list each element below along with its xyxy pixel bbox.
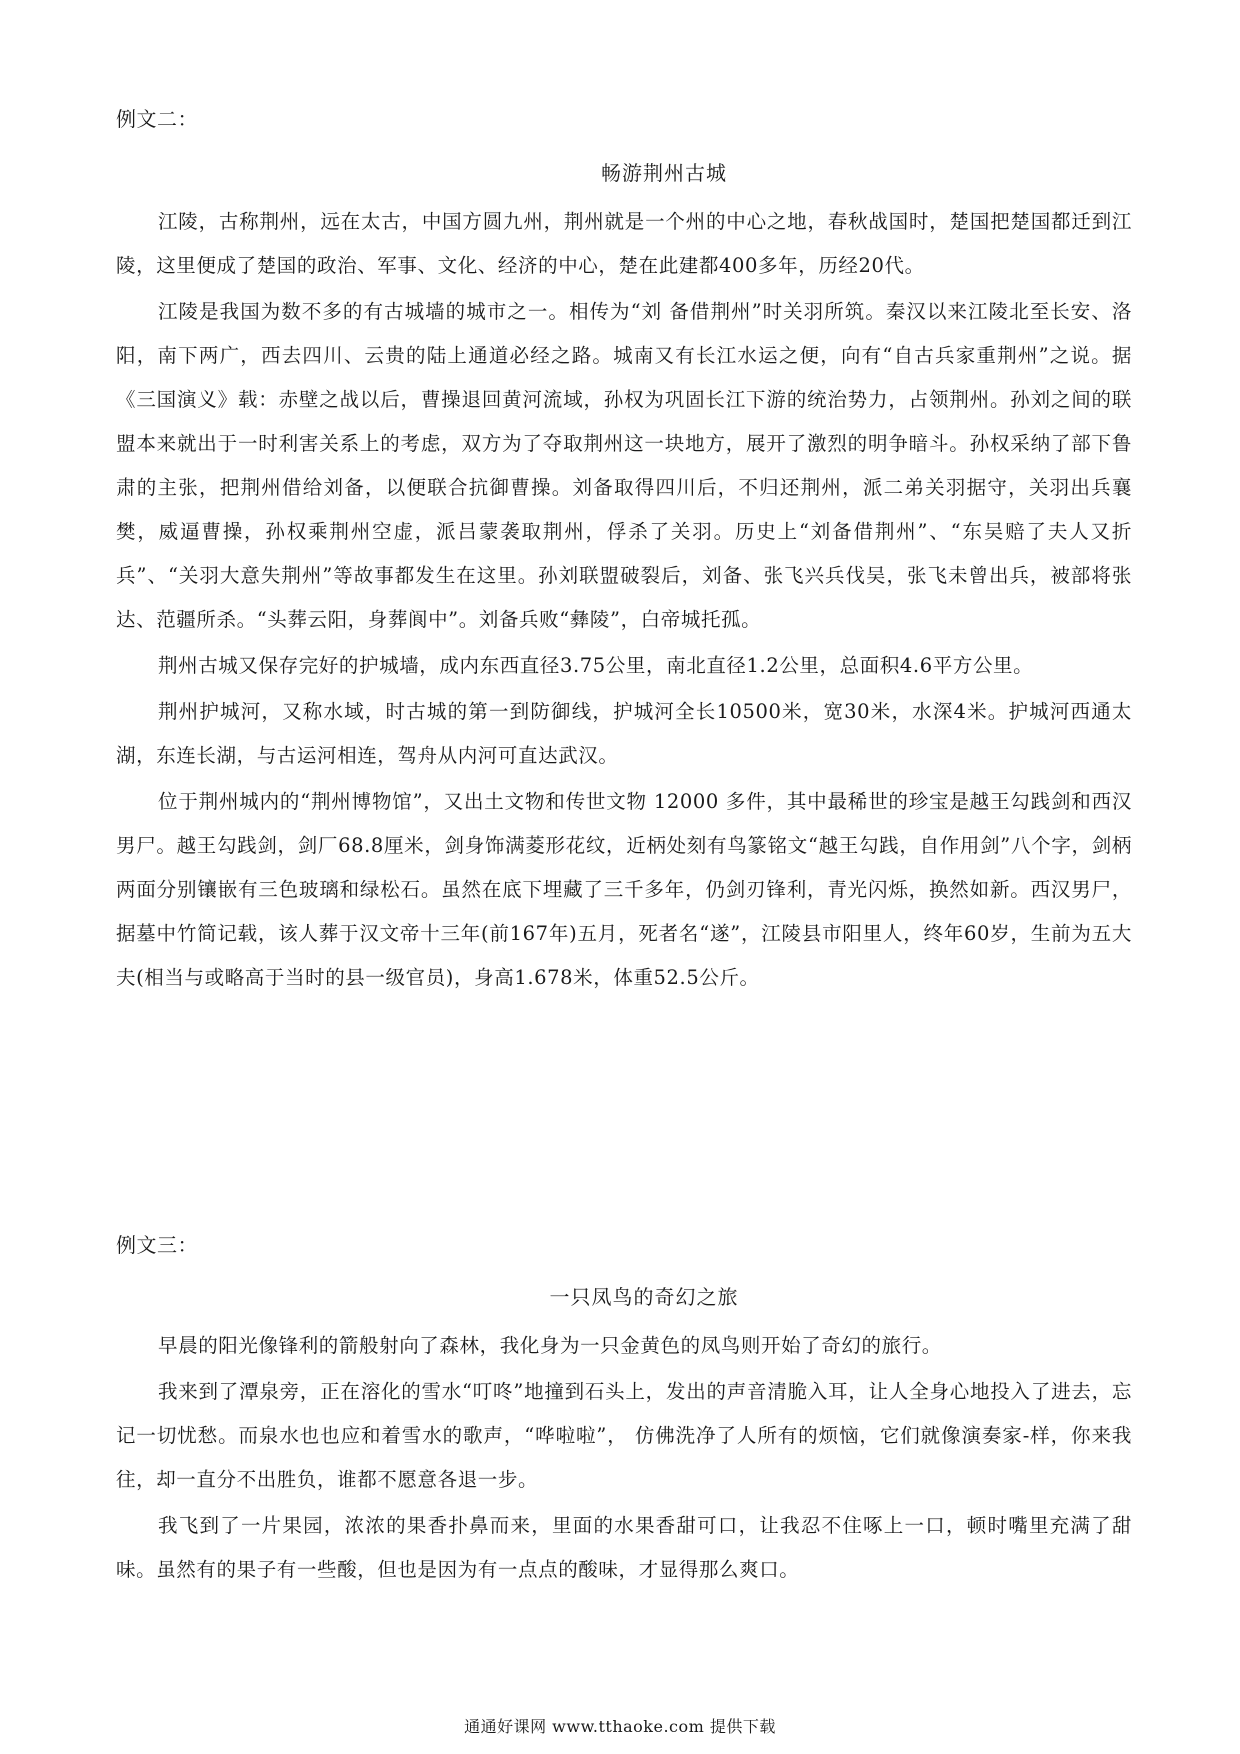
article-title: 畅游荆州古城 bbox=[601, 161, 727, 185]
paragraph: 江陵，古称荆州，远在太古，中国方圆九州，荆州就是一个州的中心之地，春秋战国时，楚国把楚国都迁到江陵，这里便成了楚国的政治、军事、文化、经济的中心，楚在此建都400多年，历经20代。 bbox=[116, 210, 1132, 277]
paragraph: 早晨的阳光像锋利的箭般射向了森林，我化身为一只金黄色的凤鸟则开始了奇幻的旅行。 bbox=[158, 1334, 942, 1357]
paragraph: 江陵是我国为数不多的有古城墙的城市之一。相传为“刘 备借荆州”时关羽所筑。秦汉以来江陵北至长安、洛阳，南下两广，西去四川、云贵的陆上通道必经之路。城南又有长江水运之便，向有“自古兵家重荆州”之说。据《三国演义》载：赤壁之战以后，曹操退回黄河流域，孙权为巩固长江下游的统治势力，占领荆州。孙刘之间的联盟本来就出于一时利害关系上的考虑，双方为了夺取荆州这一块地方，展开了激烈的明争暗斗。孙权采纳了部下鲁肃的主张，把荆州借给刘备，以便联合抗御曹操。刘备取得四川后，不归还荆州，派二弟关羽据守，关羽出兵襄樊，威逼曹操，孙权乘荆州空虚，派吕蒙袭取荆州，俘杀了关羽。历史上“刘备借荆州”、“东吴赔了夫人又折兵”、“关羽大意失荆州”等故事都发生在这里。孙刘联盟破裂后，刘备、张飞兴兵伐吴，张飞未曾出兵，被部将张达、范疆所杀。“头葬云阳，身葬阆中”。刘备兵败“彝陵”，白帝城托孤。 bbox=[116, 300, 1132, 631]
paragraph: 荆州古城又保存完好的护城墙，成内东西直径3.75公里，南北直径1.2公里，总面积4.6平方公里。 bbox=[158, 654, 1034, 677]
example-3-section bbox=[116, 1230, 1132, 1594]
example-2-section bbox=[116, 104, 1132, 1002]
paragraph: 位于荆州城内的“荆州博物馆”，又出土文物和传世文物 12000 多件，其中最稀世的珍宝是越王勾践剑和西汉男尸。越王勾践剑，剑厂68.8厘米，剑身饰满菱形花纹，近柄处刻有鸟篆铭文“越王勾践，自作用剑”八个字，剑柄两面分别镶嵌有三色玻璃和绿松石。虽然在底下埋藏了三千多年，仍剑刃锋利，青光闪烁，换然如新。西汉男尸，据墓中竹简记载，该人葬于汉文帝十三年(前167年)五月，死者名“遂”，江陵县市阳里人，终年60岁，生前为五大夫(相当与或略高于当时的县一级官员)，身高1.678米，体重52.5公斤。 bbox=[116, 790, 1132, 989]
section-label: 例文三： bbox=[116, 1233, 198, 1257]
paragraph: 荆州护城河，又称水域，时古城的第一到防御线，护城河全长10500米，宽30米，水深4米。护城河西通太湖，东连长湖，与古运河相连，驾舟从内河可直达武汉。 bbox=[116, 700, 1132, 767]
paragraph: 我飞到了一片果园，浓浓的果香扑鼻而来，里面的水果香甜可口，让我忍不住啄上一口，顿时嘴里充满了甜味。虽然有的果子有一些酸，但也是因为有一点点的酸味，才显得那么爽口。 bbox=[116, 1514, 1132, 1581]
section-label: 例文二： bbox=[116, 107, 198, 131]
article-title: 一只凤鸟的奇幻之旅 bbox=[549, 1285, 739, 1309]
paragraph: 我来到了潭泉旁，正在溶化的雪水“叮咚”地撞到石头上，发出的声音清脆入耳，让人全身心地投入了进去，忘记一切忧愁。而泉水也也应和着雪水的歌声，“哗啦啦”， 仿佛洗净了人所有的烦恼，它们就像演奏家-样，你来我往，却一直分不出胜负，谁都不愿意各退一步。 bbox=[116, 1380, 1132, 1491]
page-footer: 通通好课网 www.tthaoke.com 提供下载 bbox=[464, 1717, 776, 1736]
